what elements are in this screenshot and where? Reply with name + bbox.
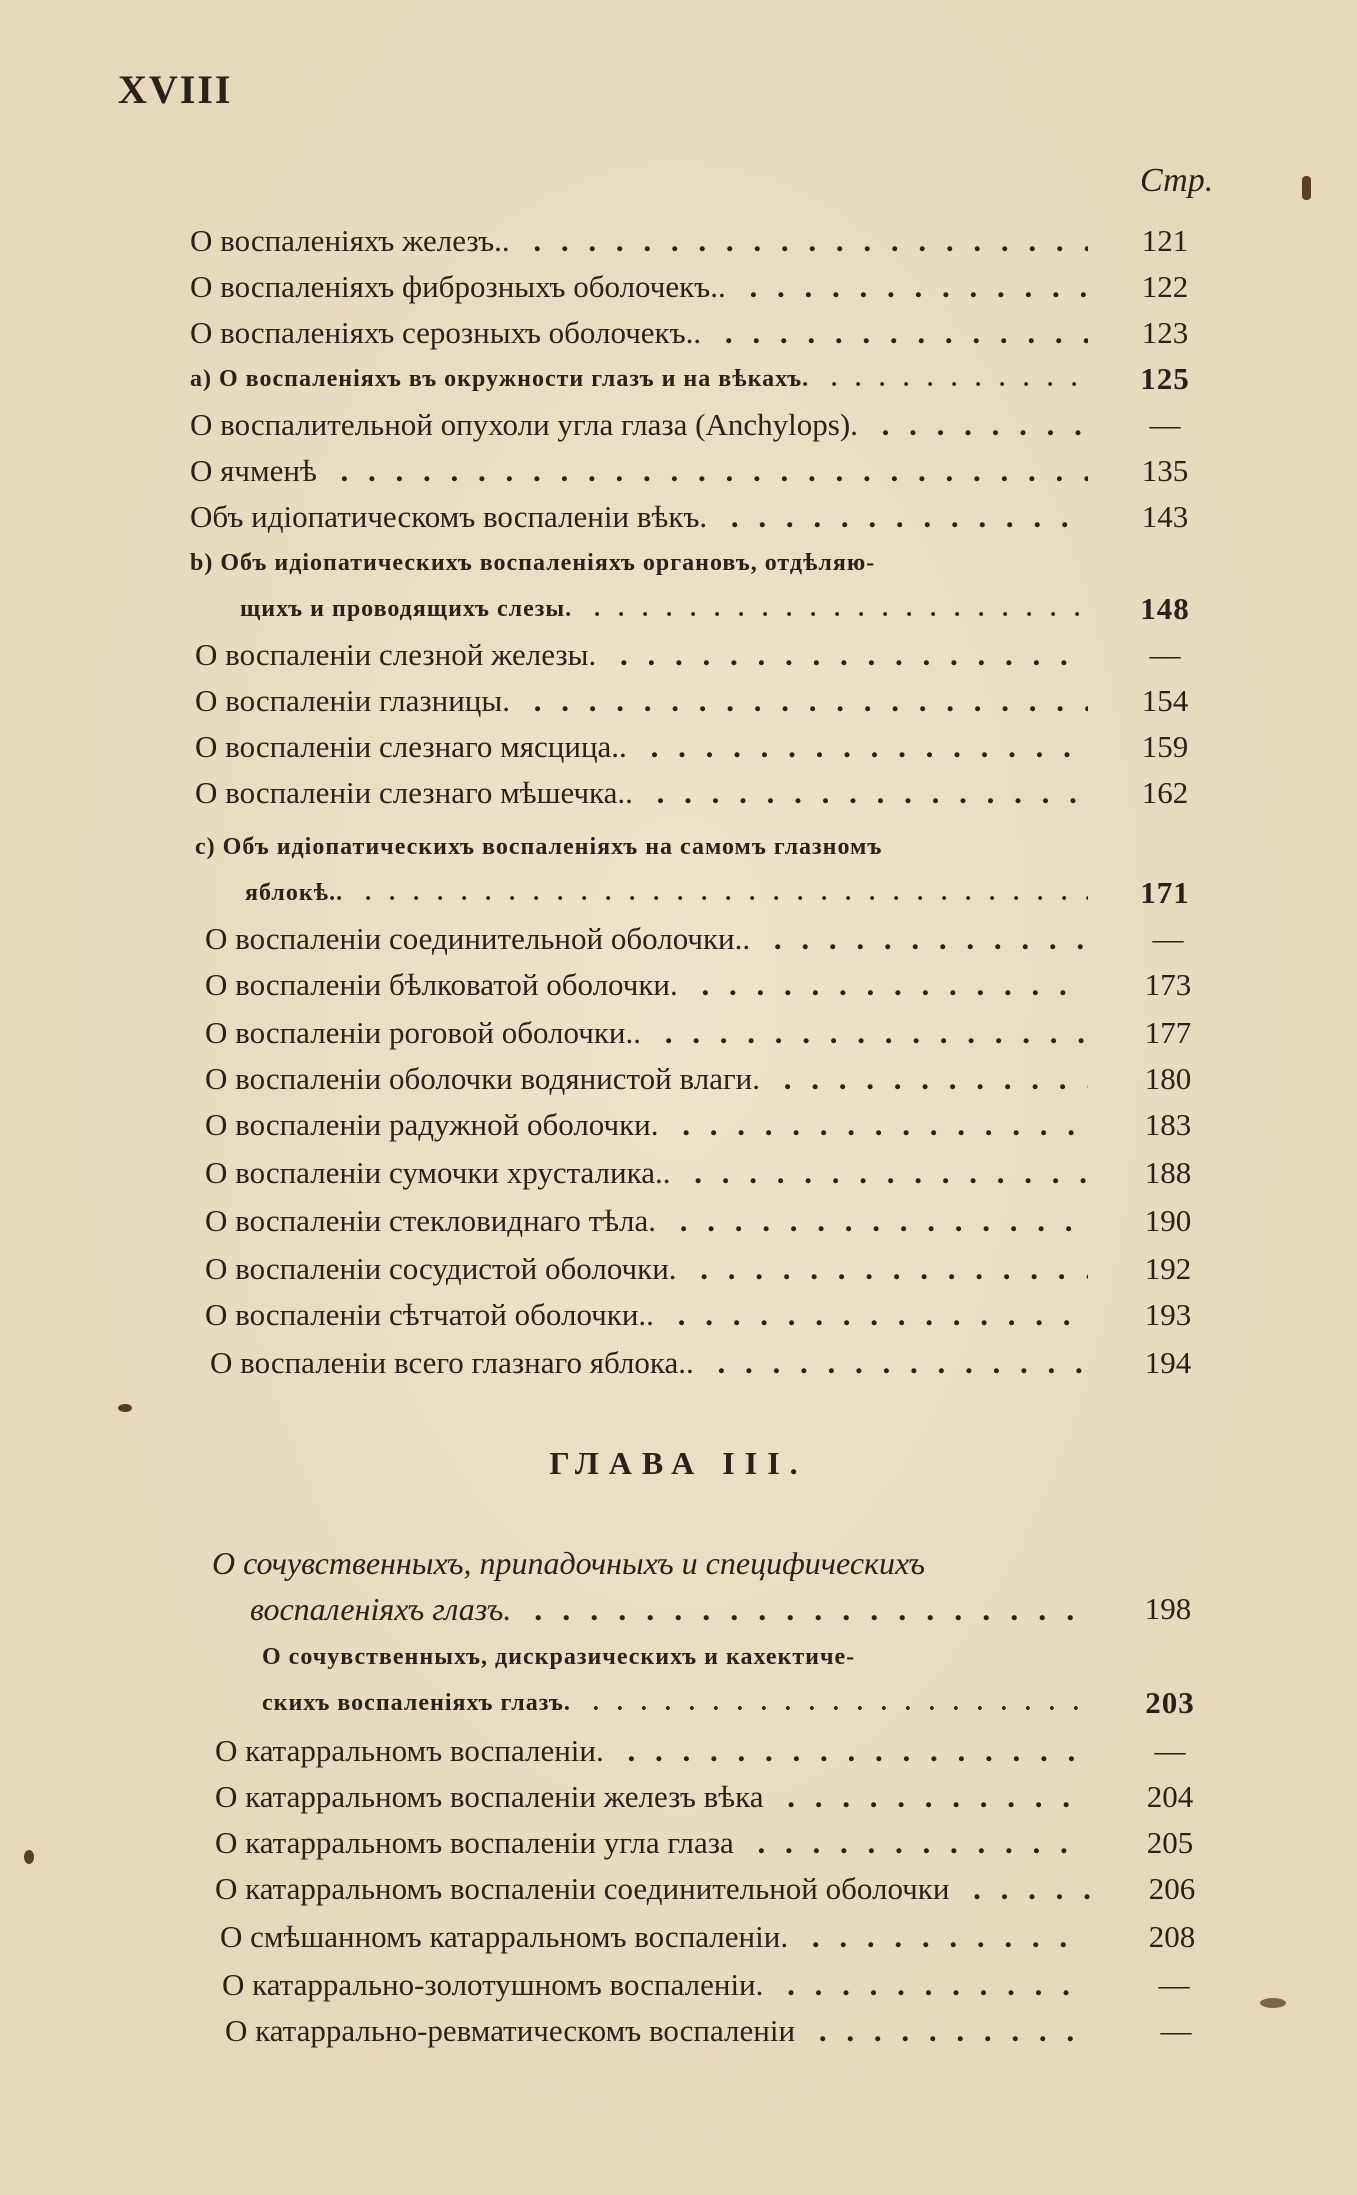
- toc-entry-page: 192: [1144, 1251, 1192, 1286]
- toc-entry-text: О воспаленiи слезной железы.: [195, 637, 597, 672]
- ink-spot: [1260, 1998, 1286, 2008]
- toc-entry-page: 205: [1146, 1825, 1194, 1860]
- toc-entry-text: О ячменѣ: [190, 453, 317, 488]
- toc-entry-text: щихъ и проводящихъ слезы.: [240, 596, 573, 622]
- toc-entry-page: 203: [1145, 1685, 1195, 1720]
- toc-entry-page: —: [1158, 1967, 1190, 2002]
- toc-entry-text: b) Объ идiопатическихъ воспаленiяхъ органовъ, отдѣляю-: [190, 550, 876, 576]
- toc-entry-text: О воспаленiи сосудистой оболочки.: [205, 1251, 677, 1286]
- toc-entry-text: О воспаленiяхъ серозныхъ оболочекъ..: [190, 315, 702, 350]
- toc-entry-text: О катарральномъ воспаленiи соединительной оболочки: [215, 1871, 950, 1906]
- toc-entry-page: 208: [1148, 1919, 1196, 1954]
- toc-entry-page: 135: [1141, 453, 1189, 488]
- toc-entry-page: —: [1152, 921, 1184, 956]
- toc-entry-text: О воспаленiи соединительной оболочки..: [205, 921, 751, 956]
- toc-entry-page: 154: [1141, 683, 1189, 718]
- toc-entry-text: О воспаленiи оболочки водянистой влаги.: [205, 1061, 761, 1096]
- toc-entry-text: О воспаленiи сѣтчатой оболочки..: [205, 1297, 654, 1332]
- toc-entry-text: О катарральномъ воспаленiи железъ вѣка: [215, 1779, 764, 1814]
- toc-entry-text: О воспаленiи бѣлковатой оболочки.: [205, 967, 678, 1002]
- toc-entry-text: скихъ воспаленiяхъ глазъ.: [262, 1690, 571, 1716]
- toc-entry-page: 180: [1144, 1061, 1192, 1096]
- toc-entry-page: 173: [1144, 967, 1192, 1002]
- toc-entry-page: 162: [1141, 775, 1189, 810]
- toc-entry-text: О катарральномъ воспаленiи.: [215, 1733, 604, 1768]
- ink-spot: [24, 1850, 34, 1864]
- toc-entry-page: 198: [1144, 1591, 1192, 1626]
- toc-entry-page: —: [1149, 637, 1181, 672]
- toc-entry-text: О воспаленiи глазницы.: [195, 683, 510, 718]
- chapter-heading: ГЛАВА III.: [549, 1445, 808, 1481]
- toc-entry-page: 206: [1148, 1871, 1196, 1906]
- toc-entry-page: —: [1149, 407, 1181, 442]
- toc-entry-page: 143: [1141, 499, 1189, 534]
- toc-entry-page: 125: [1140, 361, 1190, 396]
- toc-entry-page: 171: [1140, 875, 1190, 910]
- page-folio: XVIII: [118, 67, 233, 112]
- toc-entry-page: —: [1160, 2013, 1192, 2048]
- toc-entry-text: с) Объ идiопатическихъ воспаленiяхъ на самомъ глазномъ: [195, 834, 883, 860]
- toc-entry-text: О катаррально-ревматическомъ воспаленiи: [225, 2013, 796, 2048]
- toc-entry-text: О воспаленiи всего глазнаго яблока..: [210, 1345, 694, 1380]
- toc-entry-text: О воспаленiи роговой оболочки..: [205, 1015, 641, 1050]
- toc-entry-page: 188: [1144, 1155, 1192, 1190]
- toc-entry-page: 121: [1141, 223, 1189, 258]
- toc-entry-text: О воспаленiи слезнаго мѣшечка..: [195, 775, 633, 810]
- toc-entry-text: а) О воспаленiяхъ въ окружности глазъ и на вѣкахъ.: [190, 366, 810, 392]
- toc-entry-page: 122: [1141, 269, 1189, 304]
- page-column-header: Стр.: [1140, 162, 1214, 199]
- toc-entry-text: О сочувственныхъ, припадочныхъ и специфическихъ: [212, 1545, 926, 1581]
- toc-entry-text: Объ идiопатическомъ воспаленiи вѣкъ.: [190, 499, 708, 534]
- toc-entry-text: О воспаленiяхъ железъ..: [190, 223, 510, 258]
- toc-entry-page: 159: [1141, 729, 1189, 764]
- toc-entry-page: 193: [1144, 1297, 1192, 1332]
- toc-entry-text: О воспалительной опухоли угла глаза (Anchylops).: [190, 407, 858, 442]
- toc-entry-text: О воспаленiи стекловиднаго тѣла.: [205, 1203, 656, 1238]
- toc-entry-text: О катарральномъ воспаленiи угла глаза: [215, 1825, 734, 1860]
- toc-entry-page: 177: [1144, 1015, 1192, 1050]
- toc-entry-text: О катаррально-золотушномъ воспаленiи.: [222, 1967, 764, 2002]
- toc-entry-page: 194: [1144, 1345, 1192, 1380]
- toc-entry-text: О воспаленiи сумочки хрусталика..: [205, 1155, 671, 1190]
- toc-entry-text: О воспаленiяхъ фиброзныхъ оболочекъ..: [190, 269, 726, 304]
- toc-entry-text: яблокѣ..: [245, 880, 344, 906]
- toc-entry-page: 148: [1140, 591, 1190, 626]
- toc-entry-text: О смѣшанномъ катарральномъ воспаленiи.: [220, 1919, 789, 1954]
- toc-entry-page: 190: [1144, 1203, 1192, 1238]
- toc-entry-page: —: [1154, 1733, 1186, 1768]
- toc-entry-text: О воспаленiи слезнаго мясцица..: [195, 729, 627, 764]
- toc-entry-text: О сочувственныхъ, дискразическихъ и кахектиче-: [262, 1644, 856, 1670]
- toc-entry-text: воспаленiяхъ глазъ.: [250, 1591, 512, 1627]
- ink-spot: [118, 1404, 132, 1412]
- toc-entry-page: 204: [1146, 1779, 1194, 1814]
- toc-entry-page: 183: [1144, 1107, 1192, 1142]
- toc-entry-text: О воспаленiи радужной оболочки.: [205, 1107, 659, 1142]
- ink-spot: [1302, 176, 1311, 200]
- toc-entry-page: 123: [1141, 315, 1189, 350]
